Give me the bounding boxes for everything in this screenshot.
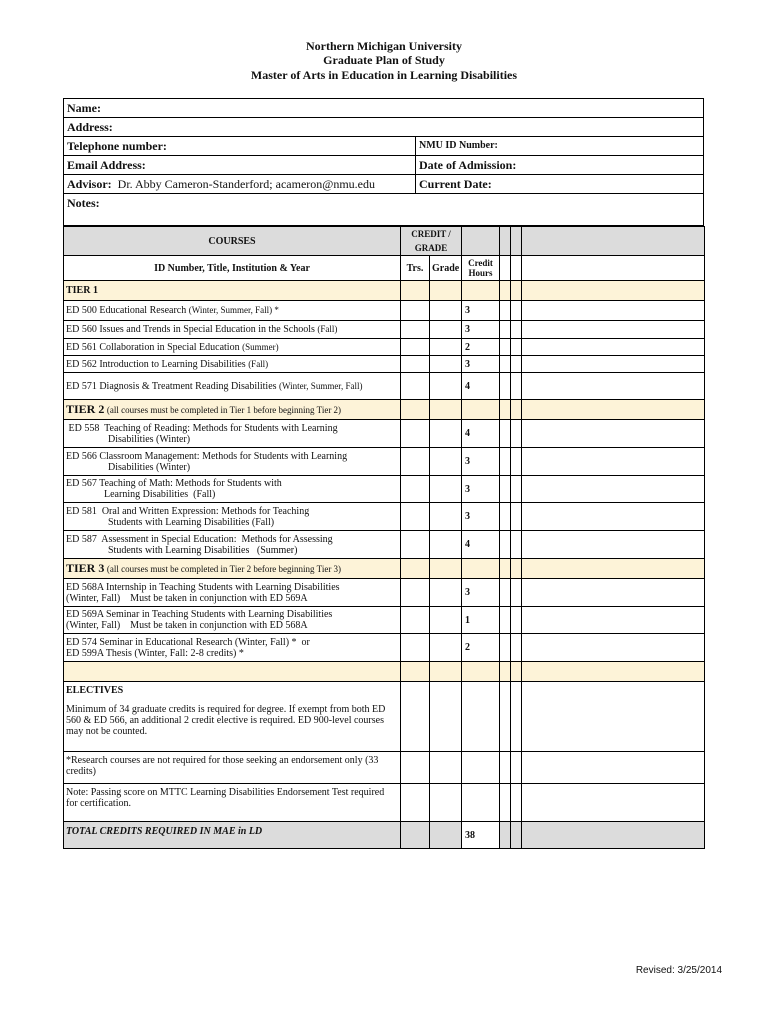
address-row[interactable]: [64, 118, 703, 137]
course-cell: ED 558 Teaching of Reading: Methods for Students with Learning Disabilities (Winter): [64, 420, 401, 448]
trs-cell[interactable]: [401, 607, 430, 634]
plan-title: Graduate Plan of Study: [323, 53, 445, 67]
grade-header: Grade: [430, 256, 462, 281]
email-label[interactable]: Email Address:: [64, 156, 416, 174]
table-row: ED 574 Seminar in Educational Research (Winter, Fall) * or ED 599A Thesis (Winter, Fall: 2-8 credits) * 2: [64, 634, 705, 662]
trs-cell[interactable]: [401, 448, 430, 476]
courses-header: COURSES: [64, 227, 401, 256]
electives-cell: [64, 682, 401, 752]
electives-text: Minimum of 34 graduate credits is required for degree. If exempt from both ED 560 & ED 566, an additional 2 credit elective is required. ED 900-level courses may not be counted.: [66, 704, 386, 737]
trs-cell[interactable]: [401, 301, 430, 321]
course-cell: ED 561 Collaboration in Special Education (Summer): [64, 339, 401, 356]
address-label: Address:: [67, 120, 113, 134]
name-row[interactable]: [64, 99, 703, 118]
trs-cell[interactable]: [401, 476, 430, 503]
advisor-label: Advisor:: [67, 177, 112, 191]
table-row: ED 560 Issues and Trends in Special Education in the Schools (Fall) 3: [64, 321, 705, 339]
grade-cell[interactable]: [430, 607, 462, 634]
admission-date-label[interactable]: Date of Admission:: [419, 158, 517, 172]
credit-hours-header: Credit Hours: [462, 256, 500, 281]
trs-cell[interactable]: [401, 682, 430, 752]
research-note: *Research courses are not required for those seeking an endorsement only (33 credits): [64, 752, 401, 784]
course-cell: ED 566 Classroom Management: Methods for Students with Learning Disabilities (Winter): [64, 448, 401, 476]
trs-cell[interactable]: [401, 373, 430, 400]
trs-cell[interactable]: [401, 579, 430, 607]
course-cell: ED 567 Teaching of Math: Methods for Students with Learning Disabilities (Fall): [64, 476, 401, 503]
credit-grade-header: CREDIT / GRADE: [401, 227, 462, 256]
revised-date: Revised: 3/25/2014: [635, 965, 722, 976]
grade-cell[interactable]: [430, 301, 462, 321]
grade-cell[interactable]: [430, 634, 462, 662]
tier3-label: TIER 3: [66, 560, 105, 575]
total-credits-value: 38: [462, 822, 500, 849]
trs-cell[interactable]: [401, 503, 430, 531]
course-cell: ED 560 Issues and Trends in Special Education in the Schools (Fall): [64, 321, 401, 339]
trs-header: Trs.: [401, 256, 430, 281]
advisor-value: Dr. Abby Cameron-Standerford; acameron@nmu.edu: [117, 177, 375, 191]
university-title: Northern Michigan University: [306, 39, 462, 53]
trs-cell[interactable]: [401, 321, 430, 339]
course-cell: ED 574 Seminar in Educational Research (Winter, Fall) * or ED 599A Thesis (Winter, Fall: 2-8 credits) *: [64, 634, 401, 662]
table-row: ED 587 Assessment in Special Education: Methods for Assessing Students with Learning Disabilities (Summer) 4: [64, 531, 705, 559]
mttc-note: Note: Passing score on MTTC Learning Disabilities Endorsement Test required for certification.: [64, 784, 401, 822]
name-label: Name:: [67, 101, 101, 115]
nmu-id-label[interactable]: NMU ID Number:: [419, 140, 498, 151]
course-cell: ED 587 Assessment in Special Education: Methods for Assessing Students with Learning Disabilities (Summer): [64, 531, 401, 559]
table-row: ED 562 Introduction to Learning Disabilities (Fall) 3: [64, 356, 705, 373]
table-row: ED 571 Diagnosis & Treatment Reading Disabilities (Winter, Summer, Fall) 4: [64, 373, 705, 400]
trs-cell[interactable]: [401, 356, 430, 373]
student-info-box: [63, 98, 704, 226]
trs-cell[interactable]: [401, 531, 430, 559]
grade-cell[interactable]: [430, 373, 462, 400]
tier2-note: (all courses must be completed in Tier 1 before beginning Tier 2): [106, 404, 342, 415]
grade-cell[interactable]: [430, 356, 462, 373]
grade-cell[interactable]: [430, 420, 462, 448]
total-credits-label: TOTAL CREDITS REQUIRED IN MAE in LD: [64, 822, 401, 849]
grade-cell[interactable]: [430, 448, 462, 476]
tier1-label: TIER 1: [64, 281, 401, 301]
notes-row[interactable]: [64, 194, 703, 225]
grade-cell[interactable]: [430, 579, 462, 607]
tier3-header: [64, 559, 401, 579]
table-row: ED 558 Teaching of Reading: Methods for Students with Learning Disabilities (Winter) 4: [64, 420, 705, 448]
table-row: ED 566 Classroom Management: Methods for Students with Learning Disabilities (Winter) 3: [64, 448, 705, 476]
trs-cell[interactable]: [401, 420, 430, 448]
course-cell: ED 569A Seminar in Teaching Students with Learning Disabilities (Winter, Fall) Must be taken in conjunction with ED 568A: [64, 607, 401, 634]
telephone-label[interactable]: Telephone number:: [64, 137, 416, 155]
table-row: ED 561 Collaboration in Special Education (Summer) 2: [64, 339, 705, 356]
tier3-note: (all courses must be completed in Tier 2 before beginning Tier 3): [106, 563, 342, 574]
grade-cell[interactable]: [430, 531, 462, 559]
course-cell: ED 581 Oral and Written Expression: Methods for Teaching Students with Learning Disabilities (Fall): [64, 503, 401, 531]
grade-cell[interactable]: [430, 321, 462, 339]
course-cell: ED 500 Educational Research (Winter, Summer, Fall) *: [64, 301, 401, 321]
id-header: ID Number, Title, Institution & Year: [64, 256, 401, 281]
tier2-label: TIER 2: [66, 401, 105, 416]
grade-cell[interactable]: [430, 476, 462, 503]
program-title: Master of Arts in Education in Learning Disabilities: [250, 68, 518, 82]
trs-cell[interactable]: [401, 634, 430, 662]
course-cell: ED 562 Introduction to Learning Disabilities (Fall): [64, 356, 401, 373]
advisor-field: [64, 175, 416, 193]
courses-table: [63, 226, 705, 849]
course-cell: ED 571 Diagnosis & Treatment Reading Disabilities (Winter, Summer, Fall): [64, 373, 401, 400]
notes-label: Notes:: [67, 196, 100, 210]
grade-cell[interactable]: [430, 503, 462, 531]
table-row: ED 500 Educational Research (Winter, Summer, Fall) * 3: [64, 301, 705, 321]
table-row: ED 569A Seminar in Teaching Students with Learning Disabilities (Winter, Fall) Must be taken in conjunction with ED 568A 1: [64, 607, 705, 634]
table-row: ED 581 Oral and Written Expression: Methods for Teaching Students with Learning Disabilities (Fall) 3: [64, 503, 705, 531]
trs-cell[interactable]: [401, 339, 430, 356]
course-cell: ED 568A Internship in Teaching Students with Learning Disabilities (Winter, Fall) Must be taken in conjunction with ED 569A: [64, 579, 401, 607]
electives-label: ELECTIVES: [66, 685, 124, 696]
grade-cell[interactable]: [430, 682, 462, 752]
table-row: ED 568A Internship in Teaching Students with Learning Disabilities (Winter, Fall) Must be taken in conjunction with ED 569A 3: [64, 579, 705, 607]
tier2-header: [64, 400, 401, 420]
table-row: ED 567 Teaching of Math: Methods for Students with Learning Disabilities (Fall) 3: [64, 476, 705, 503]
grade-cell[interactable]: [430, 339, 462, 356]
current-date-label[interactable]: Current Date:: [419, 177, 492, 191]
